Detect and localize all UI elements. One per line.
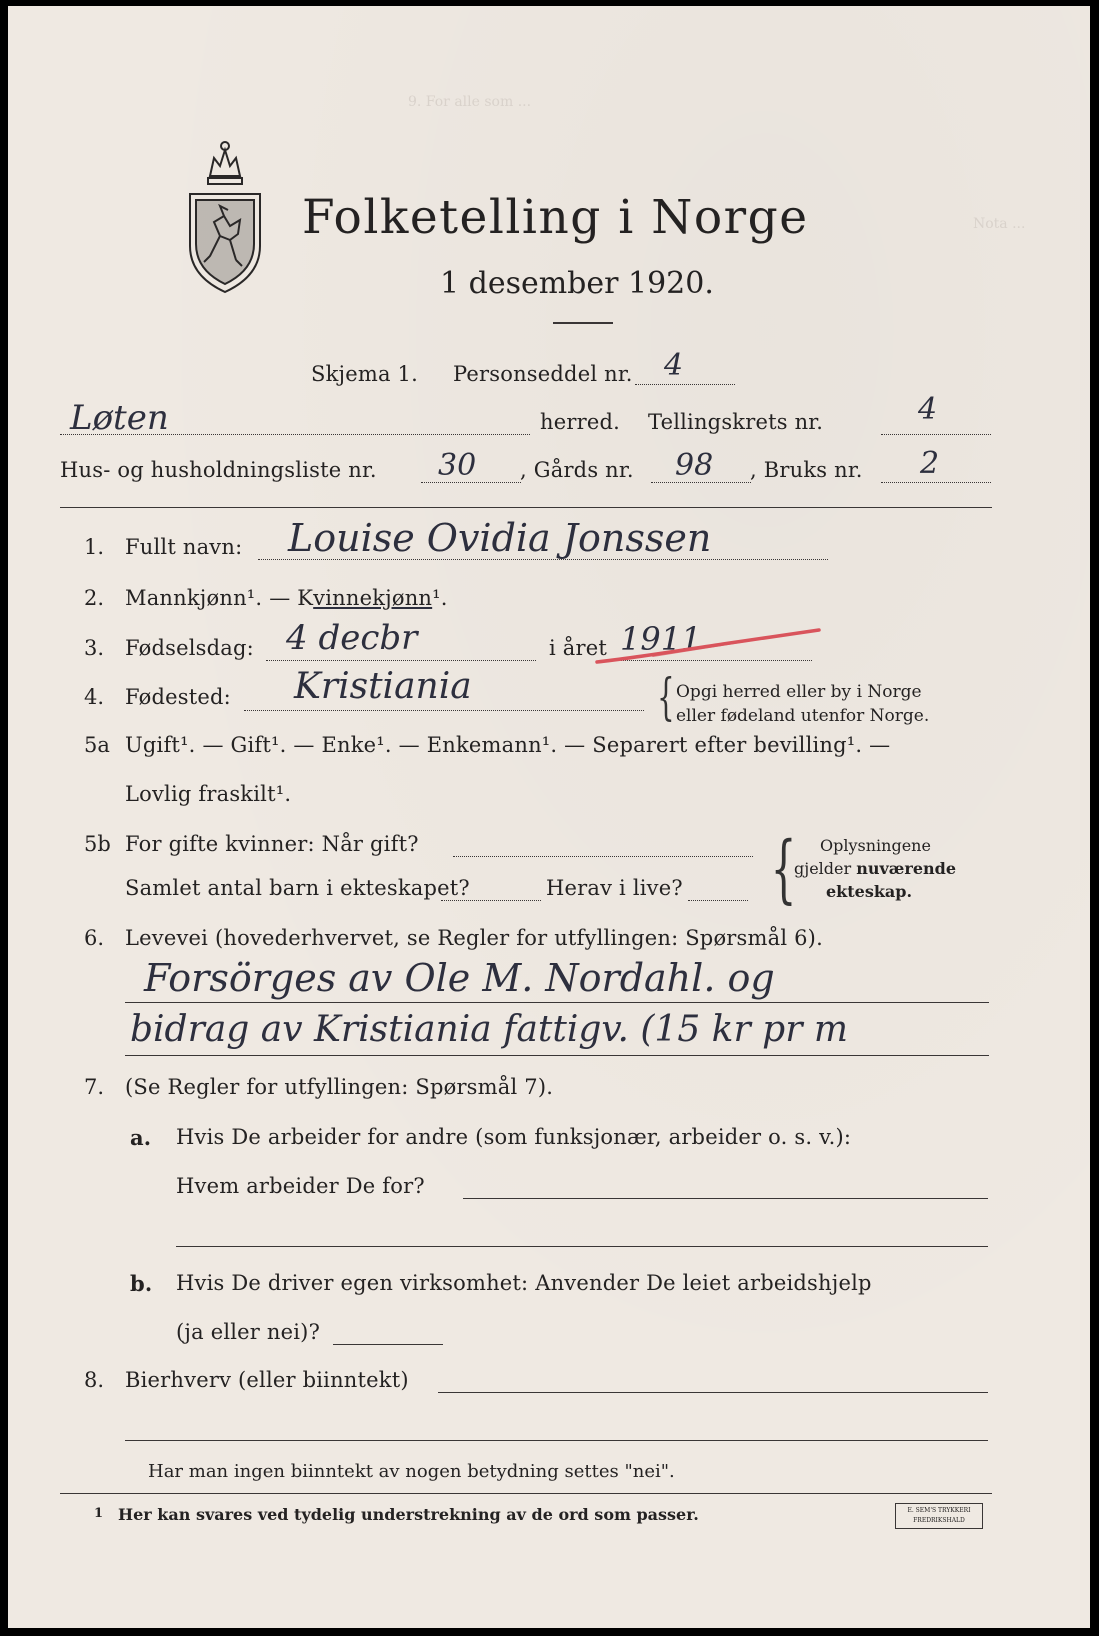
tellingskrets-number: 4 [918, 392, 938, 427]
birthplace-field[interactable] [244, 710, 644, 711]
occupation-value-1: Forsörges av Ole M. Nordahl. og [144, 956, 775, 1000]
birthplace-note-2: eller fødeland utenfor Norge. [676, 706, 930, 726]
hired-help-field[interactable] [333, 1344, 443, 1345]
bleed-through-text: 9. For alle som ... [408, 94, 532, 110]
gender-options [125, 586, 448, 610]
tellingskrets-label: Tellingskrets nr. [648, 410, 824, 434]
birthplace-value: Kristiania [294, 666, 472, 707]
husliste-number: 30 [438, 448, 477, 483]
side-income-field[interactable] [438, 1392, 988, 1393]
q5a-number: 5a [84, 733, 110, 757]
bleed-through-text: Nota ... [973, 216, 1026, 232]
norwegian-coat-of-arms-icon [180, 136, 270, 296]
birthday-field[interactable] [266, 660, 536, 661]
gards-number: 98 [675, 448, 714, 483]
skjema-label: Skjema 1. [311, 362, 418, 386]
birth-year-value: 1911 [620, 620, 702, 658]
printer-stamp-line-1: E. SEM'S TRYKKERI [907, 1507, 971, 1514]
q8-number: 8. [84, 1368, 105, 1392]
q1-label: Fullt navn: [125, 535, 243, 559]
header-separator [60, 507, 992, 508]
q5b-children-label: Samlet antal barn i ekteskapet? [125, 876, 470, 900]
bruks-field[interactable] [881, 482, 991, 483]
bruks-number: 2 [920, 446, 940, 481]
footnote-marker: 1 [94, 1506, 104, 1521]
birthplace-note-1: Opgi herred eller by i Norge [676, 682, 922, 702]
q7b-yes-no-label: (ja eller nei)? [176, 1320, 321, 1344]
occupation-line-2[interactable] [125, 1055, 989, 1056]
marriage-note-1: Oplysningene [820, 836, 931, 855]
brace-icon: { [657, 668, 675, 726]
q4-number: 4. [84, 685, 105, 709]
q2-number: 2. [84, 586, 105, 610]
no-income-note: Har man ingen biinntekt av nogen betydning settes "nei". [148, 1461, 675, 1482]
bruks-label: , Bruks nr. [750, 458, 863, 482]
marriage-note-2b: nuværende [856, 859, 957, 878]
husliste-label: Hus- og husholdningsliste nr. [60, 458, 377, 482]
q1-number: 1. [84, 535, 105, 559]
q5b-married-when-label: For gifte kvinner: Når gift? [125, 832, 419, 856]
red-pencil-mark [593, 624, 823, 668]
q3-label: Fødselsdag: [125, 636, 254, 660]
footnote-text: Her kan svares ved tydelig understrekning av de ord som passer. [118, 1505, 699, 1524]
gender-female-option[interactable] [297, 586, 447, 610]
personseddel-label: Personseddel nr. [453, 362, 633, 386]
footer-separator [60, 1493, 992, 1494]
q7-number: 7. [84, 1075, 105, 1099]
children-total-field[interactable] [441, 900, 541, 901]
q7a-letter: a. [130, 1125, 152, 1150]
marriage-note-3: ekteskap. [826, 882, 913, 901]
printer-stamp [895, 1503, 983, 1529]
herred-label: herred. [540, 410, 620, 434]
occupation-value-2: bidrag av Kristiania fattigv. (15 kr pr m [130, 1009, 848, 1050]
q7a-question: Hvis De arbeider for andre (som funksjonær, arbeider o. s. v.): [176, 1125, 852, 1149]
q4-label: Fødested: [125, 685, 231, 709]
q7a-employer-label: Hvem arbeider De for? [176, 1174, 425, 1198]
tellingskrets-field[interactable] [881, 434, 991, 435]
employer-field-cont[interactable] [176, 1246, 988, 1247]
herred-value: Løten [70, 398, 169, 438]
printer-stamp-line-2: FREDRIKSHALD [913, 1517, 965, 1524]
gender-male-option[interactable]: Mannkjønn¹. [125, 586, 263, 610]
q6-number: 6. [84, 926, 105, 950]
q6-label: Levevei (hovederhvervet, se Regler for utfyllingen: Spørsmål 6). [125, 926, 823, 950]
gards-label: , Gårds nr. [520, 458, 634, 482]
q7b-question: Hvis De driver egen virksomhet: Anvender De leiet arbeidshjelp [176, 1271, 872, 1295]
full-name-value: Louise Ovidia Jonssen [288, 516, 712, 560]
gender-female-underlined: vinnekjønn [313, 586, 433, 610]
gender-female-prefix: K [297, 586, 314, 610]
q5b-alive-label: Herav i live? [546, 876, 683, 900]
gender-female-suffix: ¹. [432, 586, 448, 610]
census-form-sheet [8, 6, 1090, 1628]
title-divider [553, 322, 613, 324]
personseddel-number: 4 [664, 348, 684, 383]
q7-label: (Se Regler for utfyllingen: Spørsmål 7). [125, 1075, 554, 1099]
gender-separator: — [269, 586, 291, 610]
occupation-line-1[interactable] [125, 1002, 989, 1003]
brace-icon: { [770, 826, 797, 912]
children-alive-field[interactable] [688, 900, 748, 901]
marital-status-options[interactable]: Ugift¹. — Gift¹. — Enke¹. — Enkemann¹. — Separert efter bevilling¹. — [125, 733, 891, 757]
birth-year-label: i året [549, 636, 608, 660]
marital-status-options-cont[interactable]: Lovlig fraskilt¹. [125, 782, 292, 806]
side-income-field-cont[interactable] [125, 1440, 988, 1441]
personseddel-field[interactable] [635, 384, 735, 385]
employer-field[interactable] [463, 1198, 988, 1199]
census-date: 1 desember 1920. [440, 266, 714, 301]
q7b-letter: b. [130, 1271, 153, 1296]
marriage-note-2a: gjelder [794, 859, 857, 878]
form-title: Folketelling i Norge [302, 190, 809, 245]
q3-number: 3. [84, 636, 105, 660]
married-when-field[interactable] [453, 856, 753, 857]
marriage-note-2 [794, 859, 956, 878]
q8-label: Bierhverv (eller biinntekt) [125, 1368, 409, 1392]
q5b-number: 5b [84, 832, 111, 856]
birthday-value: 4 decbr [286, 618, 418, 658]
